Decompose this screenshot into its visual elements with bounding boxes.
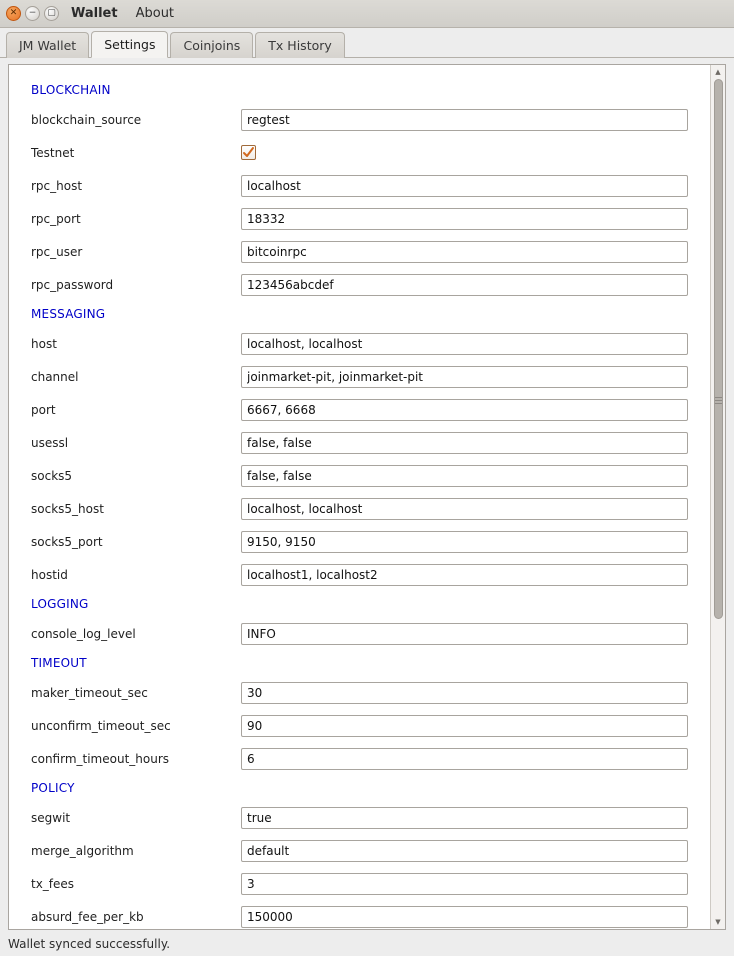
setting-row xyxy=(27,202,700,235)
status-message: Wallet synced successfully. xyxy=(8,936,171,951)
setting-label: blockchain_source xyxy=(31,112,142,127)
content-area xyxy=(0,58,734,930)
setting-row xyxy=(27,525,700,558)
menu-bar xyxy=(69,5,176,22)
scrollbar-thumb[interactable] xyxy=(714,79,723,619)
setting-row xyxy=(27,742,700,775)
setting-input[interactable] xyxy=(241,906,688,928)
scrollbar-track[interactable] xyxy=(711,79,726,915)
setting-label: segwit xyxy=(31,810,71,825)
setting-checkbox[interactable] xyxy=(241,145,256,160)
setting-row xyxy=(27,235,700,268)
window-controls xyxy=(6,6,59,21)
setting-label: maker_timeout_sec xyxy=(31,685,148,700)
setting-input[interactable] xyxy=(241,623,688,645)
setting-row xyxy=(27,834,700,867)
setting-input[interactable] xyxy=(241,498,688,520)
setting-label: socks5_port xyxy=(31,534,103,549)
section-header-messaging: MESSAGING xyxy=(31,307,106,321)
setting-input[interactable] xyxy=(241,465,688,487)
setting-label: unconfirm_timeout_sec xyxy=(31,718,171,733)
scroll-down-arrow[interactable]: ▼ xyxy=(715,917,721,926)
close-icon[interactable]: ✕ xyxy=(6,6,21,21)
settings-list xyxy=(9,73,710,929)
setting-input[interactable] xyxy=(241,748,688,770)
setting-label: console_log_level xyxy=(31,626,136,641)
setting-row xyxy=(27,617,700,650)
setting-input[interactable] xyxy=(241,366,688,388)
tab-settings[interactable]: Settings xyxy=(91,31,168,58)
setting-label: channel xyxy=(31,369,79,384)
setting-label: host xyxy=(31,336,57,351)
tab-tx-history[interactable]: Tx History xyxy=(255,32,344,58)
setting-row xyxy=(27,136,700,169)
setting-row xyxy=(27,492,700,525)
setting-row xyxy=(27,169,700,202)
setting-label: rpc_user xyxy=(31,244,83,259)
setting-row xyxy=(27,867,700,900)
setting-label: absurd_fee_per_kb xyxy=(31,909,144,924)
setting-row xyxy=(27,900,700,929)
setting-label: Testnet xyxy=(31,145,75,160)
section-header-timeout: TIMEOUT xyxy=(31,656,87,670)
setting-row xyxy=(27,327,700,360)
scrollbar-grip xyxy=(715,397,722,404)
tab-jm-wallet[interactable]: JM Wallet xyxy=(6,32,89,58)
setting-input[interactable] xyxy=(241,109,688,131)
setting-row xyxy=(27,393,700,426)
settings-scroll-area xyxy=(9,65,710,929)
setting-row xyxy=(27,103,700,136)
settings-panel xyxy=(8,64,726,930)
section-header-blockchain: BLOCKCHAIN xyxy=(31,83,111,97)
setting-input[interactable] xyxy=(241,432,688,454)
setting-input[interactable] xyxy=(241,840,688,862)
setting-input[interactable] xyxy=(241,399,688,421)
scroll-up-arrow[interactable]: ▲ xyxy=(715,67,721,76)
setting-label: usessl xyxy=(31,435,69,450)
menu-item-about[interactable]: About xyxy=(135,6,175,21)
title-bar xyxy=(0,0,734,28)
section-header-policy: POLICY xyxy=(31,781,75,795)
setting-row xyxy=(27,709,700,742)
setting-label: port xyxy=(31,402,56,417)
setting-input[interactable] xyxy=(241,873,688,895)
setting-row xyxy=(27,801,700,834)
setting-label: socks5 xyxy=(31,468,73,483)
setting-label: rpc_host xyxy=(31,178,83,193)
setting-row xyxy=(27,459,700,492)
setting-input[interactable] xyxy=(241,531,688,553)
menu-item-wallet[interactable]: Wallet xyxy=(71,6,118,21)
setting-input[interactable] xyxy=(241,241,688,263)
status-bar xyxy=(0,930,734,956)
setting-input[interactable] xyxy=(241,208,688,230)
setting-row xyxy=(27,676,700,709)
section-header-logging: LOGGING xyxy=(31,597,89,611)
setting-label: rpc_port xyxy=(31,211,81,226)
setting-input[interactable] xyxy=(241,274,688,296)
vertical-scrollbar[interactable] xyxy=(710,65,725,929)
setting-input[interactable] xyxy=(241,715,688,737)
setting-label: merge_algorithm xyxy=(31,843,134,858)
setting-row xyxy=(27,426,700,459)
setting-label: socks5_host xyxy=(31,501,104,516)
setting-input[interactable] xyxy=(241,807,688,829)
setting-label: confirm_timeout_hours xyxy=(31,751,170,766)
minimize-icon[interactable]: − xyxy=(25,6,40,21)
setting-input[interactable] xyxy=(241,333,688,355)
setting-row xyxy=(27,360,700,393)
tab-bar xyxy=(0,28,734,58)
setting-row xyxy=(27,268,700,301)
setting-label: rpc_password xyxy=(31,277,114,292)
setting-label: tx_fees xyxy=(31,876,75,891)
tab-coinjoins[interactable]: Coinjoins xyxy=(170,32,253,58)
setting-row xyxy=(27,558,700,591)
setting-input[interactable] xyxy=(241,175,688,197)
setting-input[interactable] xyxy=(241,682,688,704)
maximize-icon[interactable]: ▢ xyxy=(44,6,59,21)
setting-input[interactable] xyxy=(241,564,688,586)
setting-label: hostid xyxy=(31,567,68,582)
